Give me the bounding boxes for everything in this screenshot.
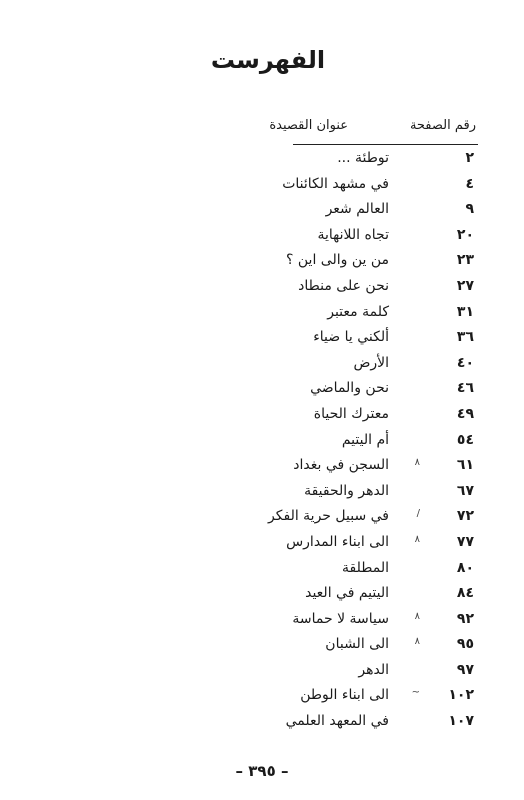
entry-page-number: ٩ [465, 201, 474, 218]
entry-poem-title: الدهر [358, 661, 389, 678]
list-item [0, 353, 524, 379]
entry-poem-title: كلمة معتبر [327, 303, 389, 320]
handwritten-mark: ٨ [414, 610, 420, 622]
entry-page-number: ٦٧ [456, 482, 474, 499]
entry-poem-title: أم اليتيم [341, 431, 389, 448]
entry-page-number: ٩٧ [456, 661, 474, 678]
list-item [0, 430, 524, 456]
list-item [0, 481, 524, 507]
entry-page-number: ٢٣ [456, 252, 474, 269]
entry-poem-title: سياسة لا حماسة [292, 610, 389, 627]
entry-page-number: ٢٠ [456, 226, 474, 243]
entry-poem-title: الى الشبان [325, 636, 389, 653]
list-item [0, 174, 524, 200]
entry-page-number: ٤٠ [456, 354, 474, 371]
entry-page-number: ١٠٢ [448, 687, 474, 704]
entry-poem-title: معترك الحياة [313, 405, 389, 422]
entry-page-number: ٦١ [456, 457, 474, 474]
list-item [0, 276, 524, 302]
list-item [0, 148, 524, 174]
list-item [0, 711, 524, 737]
list-item [0, 532, 524, 558]
entry-page-number: ٨٠ [456, 559, 474, 576]
list-item [0, 634, 524, 660]
entry-poem-title: العالم شعر [325, 201, 389, 218]
handwritten-mark: ٨ [414, 636, 420, 648]
handwritten-mark: ~ [411, 687, 420, 699]
entry-poem-title: نحن والماضي [310, 380, 389, 397]
entry-page-number: ٢٧ [456, 277, 474, 294]
entry-poem-title: من ين والى اين ؟ [286, 252, 389, 269]
list-item [0, 506, 524, 532]
list-item [0, 302, 524, 328]
entry-page-number: ٩٥ [456, 636, 474, 653]
header-page-number: رقم الصفحة [409, 118, 476, 133]
entry-poem-title: نحن على منطاد [298, 277, 389, 294]
entry-page-number: ٤ [465, 175, 474, 192]
entry-page-number: ٣١ [456, 303, 474, 320]
list-item [0, 199, 524, 225]
header-divider [293, 144, 478, 145]
header-poem-title: عنوان القصيدة [269, 118, 348, 133]
entry-page-number: ٥٤ [456, 431, 474, 448]
entry-page-number: ٩٢ [456, 610, 474, 627]
entry-page-number: ٧٧ [456, 533, 474, 550]
entry-poem-title: في سبيل حرية الفكر [268, 508, 389, 525]
entry-poem-title: المطلقة [342, 559, 389, 576]
entry-poem-title: توطئة ... [337, 150, 389, 166]
entry-poem-title: الأرض [353, 354, 389, 371]
entry-page-number: ١٠٧ [448, 713, 474, 730]
handwritten-mark: ٨ [414, 457, 420, 469]
list-item [0, 609, 524, 635]
entry-poem-title: في المعهد العلمي [285, 713, 389, 730]
page-title: الفهرست [210, 46, 326, 74]
list-item [0, 660, 524, 686]
entry-poem-title: ألكني يا ضياء [313, 329, 389, 346]
entry-page-number: ٤٦ [456, 380, 474, 397]
entry-poem-title: الى ابناء الوطن [300, 687, 389, 704]
list-item [0, 250, 524, 276]
page-number: – ٣٩٥ – [235, 762, 289, 780]
entry-page-number: ٧٢ [456, 508, 474, 525]
list-item [0, 685, 524, 711]
list-item [0, 225, 524, 251]
entry-poem-title: تجاه اللانهاية [317, 226, 389, 243]
table-header [0, 118, 524, 140]
list-item [0, 455, 524, 481]
list-item [0, 327, 524, 353]
entry-page-number: ٣٦ [456, 329, 474, 346]
entry-poem-title: السجن في بغداد [293, 457, 389, 474]
entry-page-number: ٨٤ [456, 585, 474, 602]
entry-poem-title: الى ابناء المدارس [286, 533, 389, 550]
entry-poem-title: اليتيم في العيد [305, 585, 389, 602]
list-item [0, 583, 524, 609]
index-list [0, 148, 524, 737]
entry-poem-title: الدهر والحقيقة [304, 482, 389, 499]
entry-page-number: ٢ [465, 150, 474, 166]
list-item [0, 404, 524, 430]
entry-poem-title: في مشهد الكائنات [282, 175, 389, 192]
entry-page-number: ٤٩ [456, 405, 474, 422]
list-item [0, 378, 524, 404]
handwritten-mark: / [416, 508, 420, 520]
handwritten-mark: ٨ [414, 533, 420, 545]
list-item [0, 558, 524, 584]
